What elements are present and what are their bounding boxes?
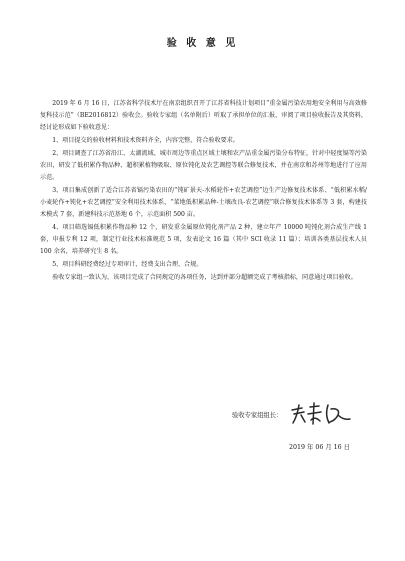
conclusion-paragraph: 验收专家组一致认为，该项目完成了合同规定的各项任务，达到并部分超额完成了考核指标，同意通过项目验收。 — [52, 274, 357, 281]
signature-row — [232, 401, 354, 427]
document-date: 2019 年 06 月 16 日 — [289, 444, 350, 451]
handwritten-signature — [286, 401, 354, 427]
opinion-item-5: 5、项目科研经费经过专项审计，经费支出合理、合规。 — [52, 261, 203, 268]
opinion-item-4: 4、项目筛选镉低积累作物品种 12 个，研发重金属原位钝化剂产品 2 种，建立年产 10000 吨钝化剂合成生产线 1 套，申报专利 12 项，制定行业技术标准规范 5 项，发表论文 16 篇（其中 SCI 收录 11 篇）；培训各类基层技术人员 100 余名，培养研究生 8 名。 — [40, 224, 367, 255]
signature-label: 验收专家组组长： — [232, 411, 283, 419]
document-title: 验 收 意 见 — [166, 38, 239, 49]
intro-paragraph: 2019 年 6 月 16 日，江苏省科学技术厅在南京组织召开了江苏省科技计划项目“重金属污染农用地安全利用与高效修复科技示范”（BE2016812）验收会。验收专家组（名单附后）听取了承担单位的汇报，审阅了项目验收报告及其资料，经讨论形成如下验收意见： — [40, 100, 367, 131]
opinion-item-2: 2、项目调查了江苏省沿江、太湖流域、城市周边等重点区域土壤和农产品重金属污染分布特征，针对中轻度镉等污染农田，研发了低积累作物品种、超积累植物吸取、原位钝化及农艺调控等联合修复技术，并在南京和苏州等地进行了应用示范。 — [40, 150, 367, 181]
opinion-item-1: 1、项目提交的验收材料和技术资料齐全，内容完整，符合验收要求。 — [52, 137, 239, 144]
document-body — [40, 98, 367, 284]
opinion-item-3: 3、项目集成创新了适合江苏省镉污染农田的“钝矿景天-水稻轮作+农艺调控”边生产边修复技术体系、“低积累水稻/小麦轮作+钝化+农艺调控”安全利用技术体系、“菜地低积累品种-土壤改良-农艺调控”联合修复技术体系等 3 套，构建技术模式 7 套，新建科技示范基地 6 个，示范面积 500 亩。 — [40, 187, 367, 218]
